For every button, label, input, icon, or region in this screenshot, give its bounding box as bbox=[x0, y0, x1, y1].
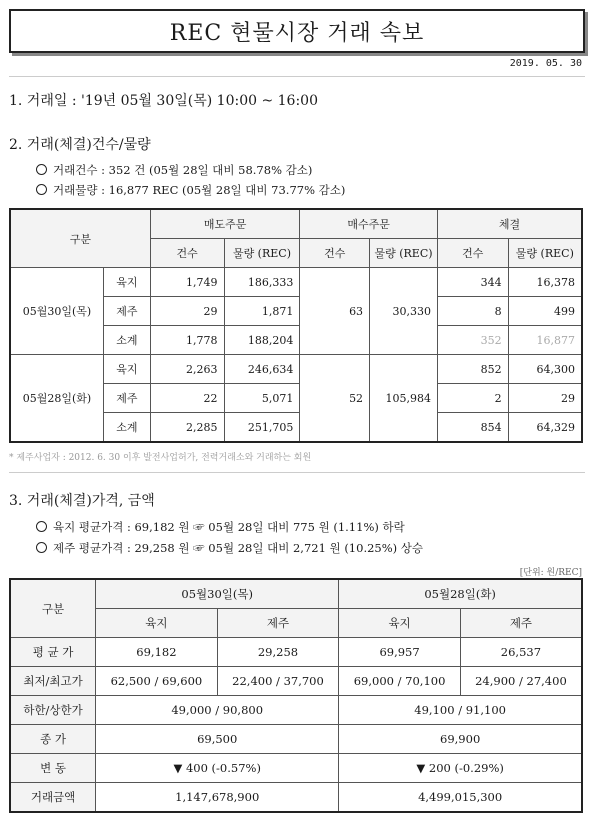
deal-count: 2 bbox=[437, 384, 508, 413]
section1-heading: 1. 거래일 : '19년 05월 30일(목) 10:00 ~ 16:00 bbox=[9, 93, 318, 109]
close-price: 69,900 bbox=[339, 725, 582, 754]
circle-bullet-icon bbox=[36, 521, 47, 532]
volume-table bbox=[9, 208, 583, 443]
header-gubun: 구분 bbox=[10, 579, 96, 638]
minmax-price: 62,500 / 69,600 bbox=[96, 667, 218, 696]
row-label: 평 균 가 bbox=[10, 638, 96, 667]
price-table bbox=[9, 578, 583, 813]
row-name: 제주 bbox=[104, 297, 151, 326]
bullet-trade-count: 거래건수 : 352 건 (05월 28일 대비 58.78% 감소) bbox=[36, 162, 312, 178]
sub-header: 건수 bbox=[437, 239, 508, 268]
header-date-2: 05월28일(화) bbox=[339, 579, 582, 609]
deal-volume: 16,378 bbox=[508, 268, 582, 297]
price-change: ▼ 200 (-0.29%) bbox=[339, 754, 582, 783]
row-name: 제주 bbox=[104, 384, 151, 413]
sub-header: 건수 bbox=[300, 239, 370, 268]
sub-header: 물량 (REC) bbox=[508, 239, 582, 268]
sub-header: 제주 bbox=[460, 609, 582, 638]
price-change: ▼ 400 (-0.57%) bbox=[96, 754, 339, 783]
sell-volume: 246,634 bbox=[224, 355, 300, 384]
avg-price: 69,182 bbox=[96, 638, 218, 667]
sub-header: 육지 bbox=[339, 609, 461, 638]
sell-volume: 251,705 bbox=[224, 413, 300, 443]
avg-price: 69,957 bbox=[339, 638, 461, 667]
circle-bullet-icon bbox=[36, 184, 47, 195]
trade-amount: 1,147,678,900 bbox=[96, 783, 339, 813]
row-name: 소계 bbox=[104, 413, 151, 443]
deal-volume: 16,877 bbox=[508, 326, 582, 355]
buy-volume: 30,330 bbox=[370, 268, 438, 355]
section3-heading: 3. 거래(체결)가격, 금액 bbox=[9, 493, 155, 509]
deal-count: 854 bbox=[437, 413, 508, 443]
sell-count: 29 bbox=[150, 297, 224, 326]
sub-header: 육지 bbox=[96, 609, 218, 638]
table-row bbox=[10, 268, 582, 297]
table-row bbox=[10, 355, 582, 384]
minmax-price: 22,400 / 37,700 bbox=[217, 667, 339, 696]
table-row bbox=[10, 783, 582, 813]
footnote: * 제주사업자 : 2012. 6. 30 이후 발전사업허가, 전력거래소와 거래하는 회원 bbox=[9, 453, 312, 463]
row-name: 소계 bbox=[104, 326, 151, 355]
header-date-1: 05월30일(목) bbox=[96, 579, 339, 609]
sell-volume: 5,071 bbox=[224, 384, 300, 413]
table-row bbox=[10, 725, 582, 754]
sub-header: 제주 bbox=[217, 609, 339, 638]
circle-bullet-icon bbox=[36, 542, 47, 553]
buy-count: 52 bbox=[300, 355, 370, 443]
table-row bbox=[10, 696, 582, 725]
bullet-land-price: 육지 평균가격 : 69,182 원 ☞ 05월 28일 대비 775 원 (1.11%) 하락 bbox=[36, 519, 405, 535]
sell-count: 22 bbox=[150, 384, 224, 413]
sell-volume: 186,333 bbox=[224, 268, 300, 297]
sub-header: 건수 bbox=[150, 239, 224, 268]
header-sell: 매도주문 bbox=[150, 209, 300, 239]
row-name: 육지 bbox=[104, 355, 151, 384]
sell-count: 2,285 bbox=[150, 413, 224, 443]
row-label: 최저/최고가 bbox=[10, 667, 96, 696]
row-name: 육지 bbox=[104, 268, 151, 297]
row-label: 거래금액 bbox=[10, 783, 96, 813]
sell-count: 1,749 bbox=[150, 268, 224, 297]
row-date: 05월30일(목) bbox=[10, 268, 104, 355]
deal-volume: 64,300 bbox=[508, 355, 582, 384]
sub-header: 물량 (REC) bbox=[370, 239, 438, 268]
header-deal: 체결 bbox=[437, 209, 582, 239]
table-row bbox=[10, 638, 582, 667]
section2-heading: 2. 거래(체결)건수/물량 bbox=[9, 137, 151, 153]
limit-price: 49,100 / 91,100 bbox=[339, 696, 582, 725]
deal-count: 344 bbox=[437, 268, 508, 297]
avg-price: 26,537 bbox=[460, 638, 582, 667]
minmax-price: 69,000 / 70,100 bbox=[339, 667, 461, 696]
sell-count: 1,778 bbox=[150, 326, 224, 355]
row-date: 05월28일(화) bbox=[10, 355, 104, 443]
buy-volume: 105,984 bbox=[370, 355, 438, 443]
deal-volume: 29 bbox=[508, 384, 582, 413]
page-title: REC 현물시장 거래 속보 bbox=[9, 9, 585, 53]
sell-volume: 1,871 bbox=[224, 297, 300, 326]
row-label: 종 가 bbox=[10, 725, 96, 754]
header-buy: 매수주문 bbox=[300, 209, 438, 239]
bullet-trade-volume: 거래물량 : 16,877 REC (05월 28일 대비 73.77% 감소) bbox=[36, 182, 345, 198]
deal-volume: 499 bbox=[508, 297, 582, 326]
buy-count: 63 bbox=[300, 268, 370, 355]
table-row bbox=[10, 754, 582, 783]
circle-bullet-icon bbox=[36, 164, 47, 175]
header-gubun: 구분 bbox=[10, 209, 150, 268]
bullet-jeju-price: 제주 평균가격 : 29,258 원 ☞ 05월 28일 대비 2,721 원 (10.25%) 상승 bbox=[36, 540, 423, 556]
table-row bbox=[10, 667, 582, 696]
close-price: 69,500 bbox=[96, 725, 339, 754]
limit-price: 49,000 / 90,800 bbox=[96, 696, 339, 725]
minmax-price: 24,900 / 27,400 bbox=[460, 667, 582, 696]
sell-volume: 188,204 bbox=[224, 326, 300, 355]
deal-volume: 64,329 bbox=[508, 413, 582, 443]
deal-count: 852 bbox=[437, 355, 508, 384]
deal-count: 352 bbox=[437, 326, 508, 355]
sub-header: 물량 (REC) bbox=[224, 239, 300, 268]
trade-amount: 4,499,015,300 bbox=[339, 783, 582, 813]
row-label: 변 동 bbox=[10, 754, 96, 783]
row-label: 하한/상한가 bbox=[10, 696, 96, 725]
sell-count: 2,263 bbox=[150, 355, 224, 384]
unit-label: [단위: 원/REC] bbox=[519, 568, 582, 578]
report-date: 2019. 05. 30 bbox=[509, 58, 582, 69]
deal-count: 8 bbox=[437, 297, 508, 326]
avg-price: 29,258 bbox=[217, 638, 339, 667]
